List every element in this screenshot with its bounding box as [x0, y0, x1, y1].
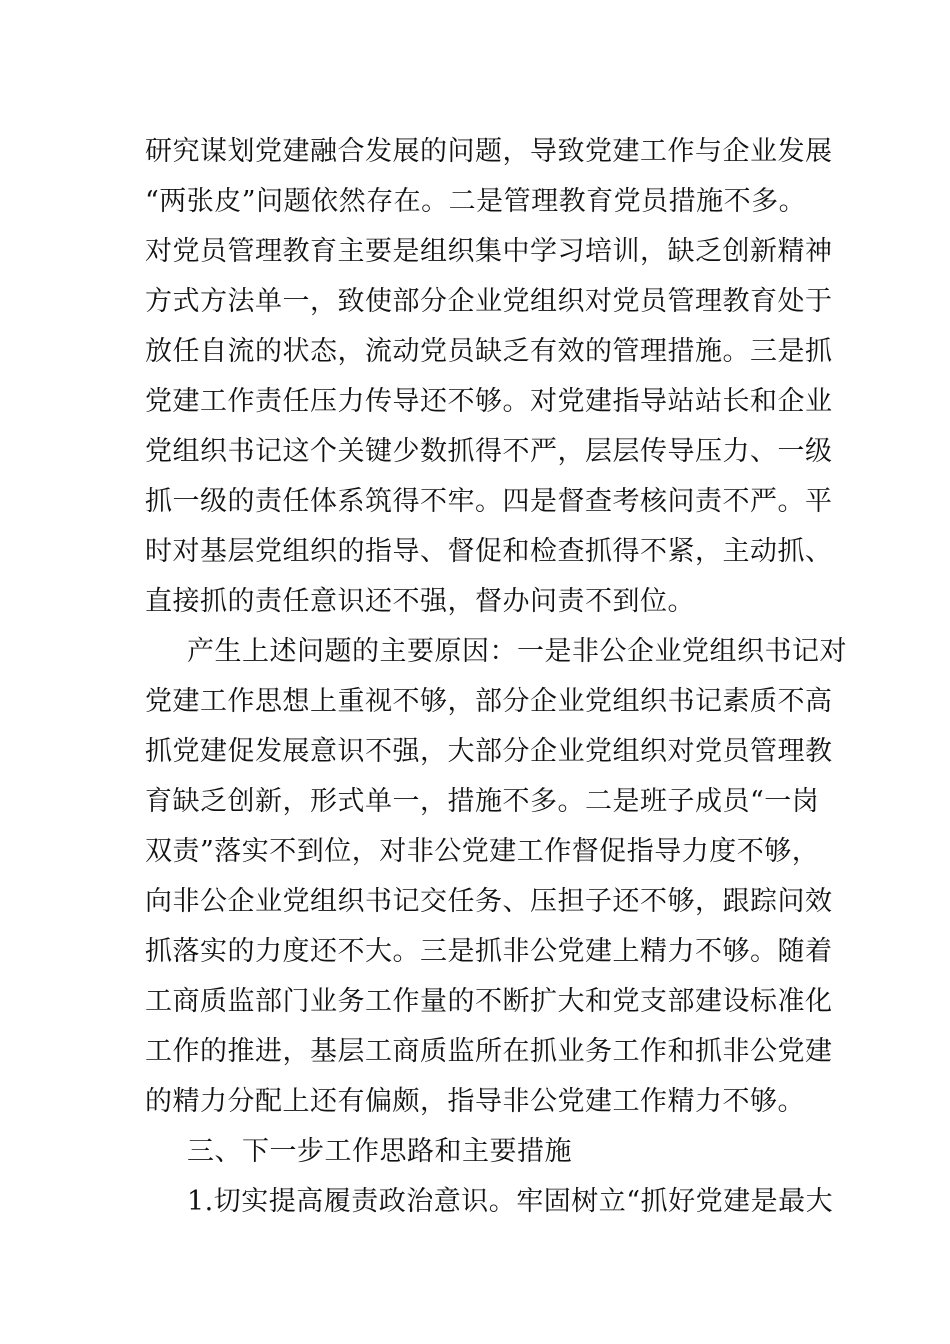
paragraph-line: 抓党建促发展意识不强，大部分企业党组织对党员管理教 [145, 736, 833, 767]
paragraph-line: 直接抓的责任意识还不强，督办问责不到位。 [145, 586, 695, 617]
paragraph-line: 方式方法单一，致使部分企业党组织对党员管理教育处于 [145, 286, 833, 317]
paragraph-line: 党组织书记这个关键少数抓得不严，层层传导压力、一级 [145, 436, 833, 467]
paragraph-line: 抓一级的责任体系筑得不牢。四是督查考核问责不严。平 [145, 486, 833, 517]
section-heading: 三、下一步工作思路和主要措施 [187, 1136, 572, 1167]
paragraph-line: 向非公企业党组织书记交任务、压担子还不够，跟踪问效 [145, 886, 833, 917]
paragraph-line: 的精力分配上还有偏颇，指导非公党建工作精力不够。 [145, 1086, 805, 1117]
paragraph-line: 育缺乏创新，形式单一，措施不多。二是班子成员“一岗 [145, 786, 820, 817]
paragraph-line: 工作的推进，基层工商质监所在抓业务工作和抓非公党建 [145, 1036, 833, 1067]
paragraph-line: 党建工作责任压力传导还不够。对党建指导站站长和企业 [145, 386, 833, 417]
paragraph-line: 时对基层党组织的指导、督促和检查抓得不紧，主动抓、 [145, 536, 833, 567]
paragraph-line: 研究谋划党建融合发展的问题，导致党建工作与企业发展 [145, 136, 833, 167]
paragraph-line: 党建工作思想上重视不够，部分企业党组织书记素质不高 [145, 686, 833, 717]
numbered-item-first-line: 1.切实提高履责政治意识。牢固树立“抓好党建是最大 [187, 1186, 834, 1217]
paragraph-line: “两张皮”问题依然存在。二是管理教育党员措施不多。 [145, 186, 807, 217]
paragraph-line: 双责”落实不到位，对非公党建工作督促指导力度不够， [145, 836, 820, 867]
paragraph-line: 对党员管理教育主要是组织集中学习培训，缺乏创新精神 [145, 236, 833, 267]
paragraph-line: 工商质监部门业务工作量的不断扩大和党支部建设标准化 [145, 986, 833, 1017]
paragraph-line: 抓落实的力度还不大。三是抓非公党建上精力不够。随着 [145, 936, 833, 967]
paragraph-line: 放任自流的状态，流动党员缺乏有效的管理措施。三是抓 [145, 336, 833, 367]
paragraph-first-line: 产生上述问题的主要原因：一是非公企业党组织书记对 [187, 636, 847, 667]
